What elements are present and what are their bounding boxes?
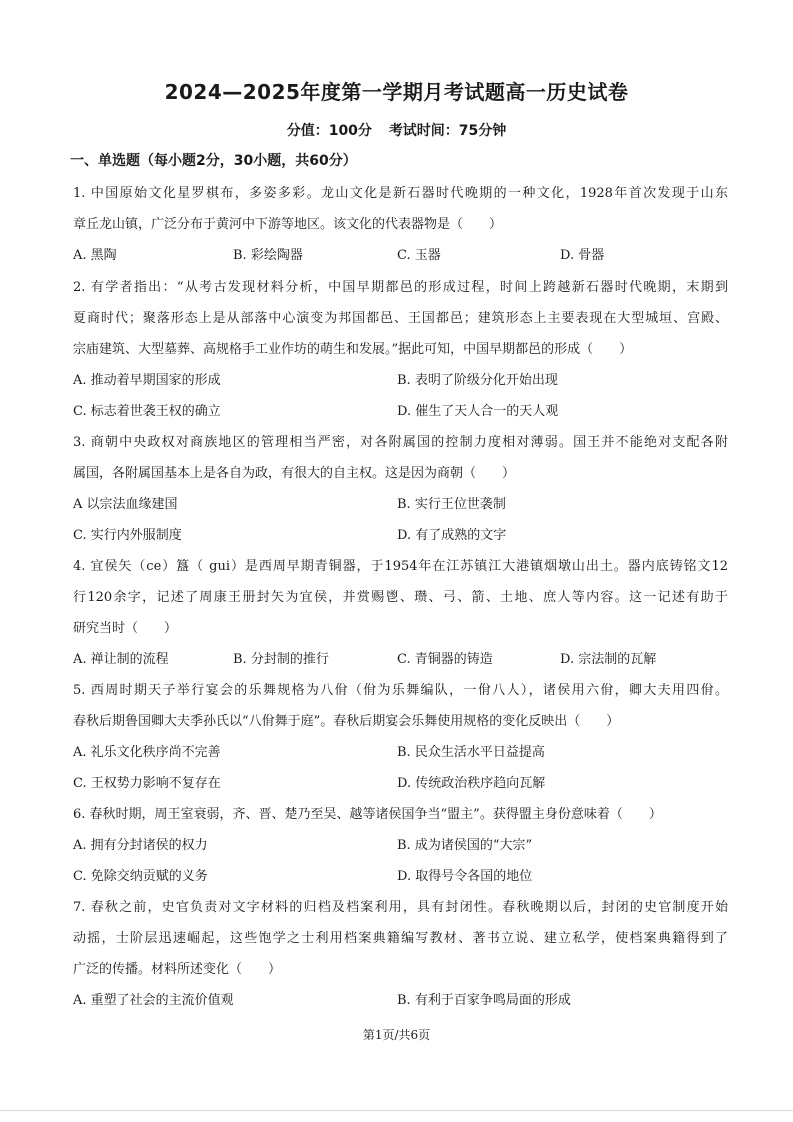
option-a: A. 拥有分封诸侯的权力 — [73, 838, 208, 853]
bottom-divider — [0, 1110, 793, 1111]
option-b: B. 实行王位世袭制 — [397, 497, 506, 512]
question-line: 行120余字，记述了周康王册封矢为宜侯，并赏赐鬯、瓒、弓、箭、土地、庶人等内容。这一记述有助于 — [73, 590, 728, 605]
option-c: C. 王权势力影响不复存在 — [73, 776, 221, 791]
option-b: B. 有利于百家争鸣局面的形成 — [397, 993, 571, 1008]
question-line: 1. 中国原始文化星罗棋布，多姿多彩。龙山文化是新石器时代晚期的一种文化，1928年首次发现于山东 — [73, 186, 728, 201]
page-title: 2024—2025年度第一学期月考试题高一历史试卷 — [164, 80, 629, 104]
option-d: D. 催生了天人合一的天人观 — [397, 404, 559, 419]
option-a: A 以宗法血缘建国 — [73, 497, 178, 512]
question-line: 属国，各附属国基本上是各自为政，有很大的自主权。这是因为商朝（ ） — [73, 466, 516, 481]
question-line: 3. 商朝中央政权对商族地区的管理相当严密，对各附属国的控制力度相对薄弱。国王并不能绝对支配各附 — [73, 435, 728, 450]
option-b: B. 彩绘陶器 — [233, 248, 303, 263]
option-d: D. 取得号令各国的地位 — [397, 869, 533, 884]
option-c: C. 青铜器的铸造 — [397, 652, 493, 667]
question-line: 7. 春秋之前，史官负责对文字材料的归档及档案利用，具有封闭性。春秋晚期以后，封闭的史官制度开始 — [73, 900, 728, 915]
option-a: A. 推动着早期国家的形成 — [73, 373, 221, 388]
exam-info — [0, 120, 793, 140]
option-b: B. 成为诸侯国的“大宗” — [397, 838, 533, 853]
question-line: 2. 有学者指出：“从考古发现材料分析，中国早期都邑的形成过程，时间上跨越新石器时代晚期，末期到 — [73, 280, 728, 295]
question-line: 广泛的传播。材料所述变化（ ） — [73, 962, 282, 977]
question-line: 5. 西周时期天子举行宴会的乐舞规格为八佾（佾为乐舞编队，一佾八人），诸侯用六佾，卿大夫用四佾。 — [73, 683, 728, 698]
option-a: A. 黑陶 — [73, 248, 117, 263]
section-heading: 一、单选题（每小题2分，30小题，共60分） — [70, 153, 357, 169]
question-line: 章丘龙山镇，广泛分布于黄河中下游等地区。该文化的代表器物是（ ） — [73, 217, 503, 232]
option-c: C. 标志着世袭王权的确立 — [73, 404, 221, 419]
option-c: C. 实行内外服制度 — [73, 528, 182, 543]
option-d: D. 宗法制的瓦解 — [560, 652, 657, 667]
option-d: D. 骨器 — [560, 248, 605, 263]
option-b: B. 民众生活水平日益提高 — [397, 745, 545, 760]
question-line: 动摇，士阶层迅速崛起，这些饱学之士利用档案典籍编写教材、著书立说、建立私学，使档案典籍得到了 — [73, 931, 728, 946]
option-c: C. 免除交纳贡赋的义务 — [73, 869, 208, 884]
page-number: 第1页/共6页 — [362, 1028, 431, 1042]
question-line: 夏商时代；聚落形态上是从部落中心演变为邦国都邑、王国都邑；建筑形态上主要表现在大型城垣、宫殿、 — [73, 311, 728, 326]
question-line: 宗庙建筑、大型墓葬、高规格手工业作坊的萌生和发展。”据此可知，中国早期都邑的形成（ ） — [73, 342, 633, 357]
option-a: A. 重塑了社会的主流价值观 — [73, 993, 234, 1008]
question-line: 4. 宜侯矢（ce）簋（ gui）是西周早期青铜器，于1954年在江苏镇江大港镇烟墩山出土。器内底铸铭文12 — [73, 559, 728, 574]
question-line: 6. 春秋时期，周王室衰弱，齐、晋、楚乃至吴、越等诸侯国争当“盟主”。获得盟主身份意味着（ ） — [73, 807, 662, 822]
question-line: 研究当时（ ） — [73, 621, 178, 636]
option-a: A. 礼乐文化秩序尚不完善 — [73, 745, 221, 760]
score-info: 分值：100分 — [286, 123, 372, 139]
option-a: A. 禅让制的流程 — [73, 652, 169, 667]
option-d: D. 有了成熟的文字 — [397, 528, 507, 543]
option-d: D. 传统政治秩序趋向瓦解 — [397, 776, 546, 791]
option-b: B. 分封制的推行 — [233, 652, 329, 667]
option-b: B. 表明了阶级分化开始出现 — [397, 373, 558, 388]
time-info: 考试时间：75分钟 — [388, 123, 507, 139]
option-c: C. 玉器 — [397, 248, 441, 263]
question-line: 春秋后期鲁国卿大夫季孙氏以“八佾舞于庭”。春秋后期宴会乐舞使用规格的变化反映出（ ） — [73, 714, 620, 729]
